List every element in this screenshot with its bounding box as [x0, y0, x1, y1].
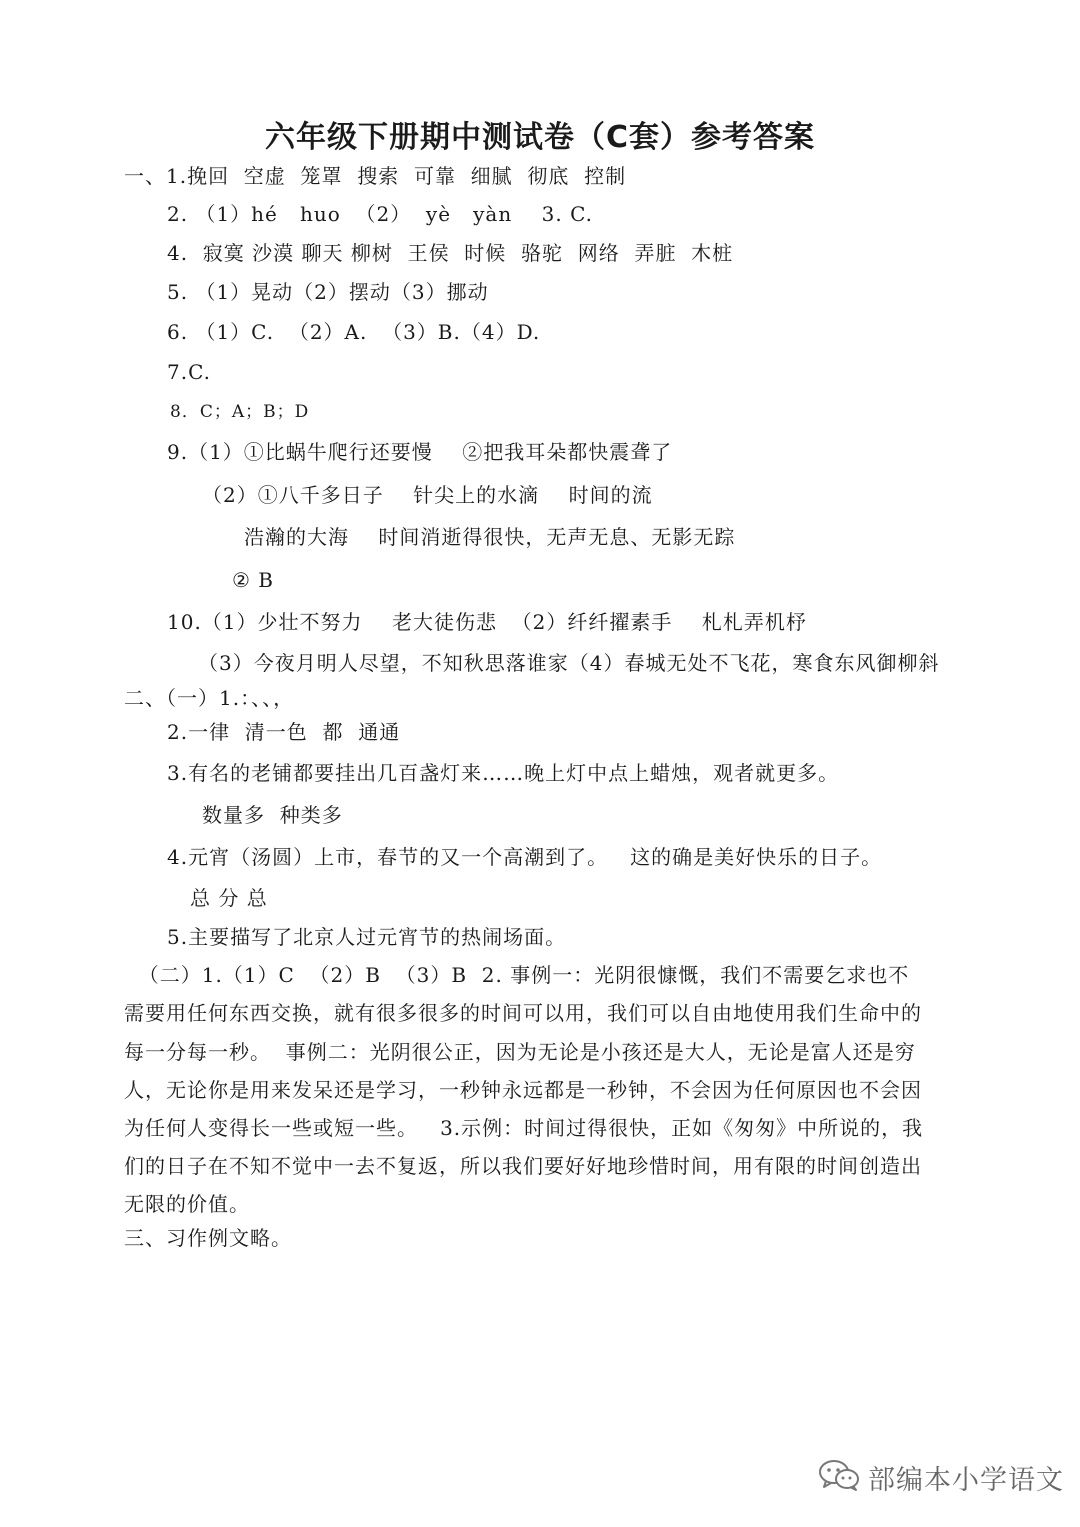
- answer-line: 三、习作例文略。: [124, 1226, 292, 1250]
- paragraph-line: 们的日子在不知不觉中一去不复返，所以我们要好好地珍惜时间，用有限的时间创造出: [124, 1154, 922, 1178]
- answer-line: 6. （1）C. （2）A. （3）B.（4）D.: [167, 320, 541, 344]
- paragraph-line: 人，无论你是用来发呆还是学习，一秒钟永远都是一秒钟，不会因为任何原因也不会因: [124, 1078, 922, 1102]
- answer-line: 浩瀚的大海 时间消逝得很快，无声无息、无影无踪: [244, 525, 736, 549]
- watermark: [818, 1457, 1064, 1497]
- answer-line: 2.一律 清一色 都 通通: [167, 720, 401, 744]
- answer-line: （2）①八千多日子 针尖上的水滴 时间的流: [202, 483, 653, 507]
- paragraph-line: 需要用任何东西交换，就有很多很多的时间可以用，我们可以自由地使用我们生命中的: [124, 1001, 922, 1025]
- answer-line: （3）今夜月明人尽望，不知秋思落谁家（4）春城无处不飞花，寒食东风御柳斜: [198, 651, 940, 675]
- answer-line: 7.C.: [167, 360, 212, 384]
- answer-line: 10.（1）少壮不努力 老大徒伤悲 （2）纤纤擢素手 札札弄机杼: [167, 610, 807, 634]
- answer-line: 二、（一）1.：、、，: [124, 686, 295, 710]
- answer-line: 4. 寂寞 沙漠 聊天 柳树 王侯 时候 骆驼 网络 弄脏 木桩: [167, 241, 734, 265]
- paragraph-line: 每一分每一秒。 事例二：光阴很公正，因为无论是小孩还是大人，无论是富人还是穷: [124, 1040, 916, 1064]
- answer-line: 一、1.挽回 空虚 笼罩 搜索 可靠 细腻 彻底 控制: [124, 164, 627, 188]
- answer-line: 5.主要描写了北京人过元宵节的热闹场面。: [167, 925, 567, 949]
- paragraph-line: 为任何人变得长一些或短一些。 3.示例：时间过得很快，正如《匆匆》中所说的，我: [124, 1116, 924, 1140]
- answer-line: 5. （1）晃动（2）摆动（3）挪动: [167, 280, 489, 304]
- answer-line: 9.（1）①比蜗牛爬行还要慢 ②把我耳朵都快震聋了: [167, 440, 673, 464]
- answer-line: 2. （1）hé huo （2） yè yàn 3. C.: [167, 202, 594, 226]
- paragraph-line: 无限的价值。: [124, 1192, 250, 1216]
- watermark-text: 部编本小学语文: [868, 1464, 1064, 1496]
- answer-line: 数量多 种类多: [202, 803, 343, 827]
- answer-line: 总 分 总: [190, 886, 268, 910]
- paragraph-line: （二）1.（1）C （2）B （3）B 2. 事例一：光阴很慷慨，我们不需要乞求也不: [124, 963, 910, 987]
- answer-line: 4.元宵（汤圆）上市，春节的又一个高潮到了。 这的确是美好快乐的日子。: [167, 845, 883, 869]
- answer-line: 3.有名的老铺都要挂出几百盏灯来……晚上灯中点上蜡烛，观者就更多。: [167, 761, 840, 785]
- page-title: 六年级下册期中测试卷（C套）参考答案: [264, 120, 816, 155]
- answer-line: 8．C；A；B；D: [170, 402, 310, 422]
- answer-line: ② B: [232, 568, 274, 592]
- wechat-icon: [818, 1458, 860, 1496]
